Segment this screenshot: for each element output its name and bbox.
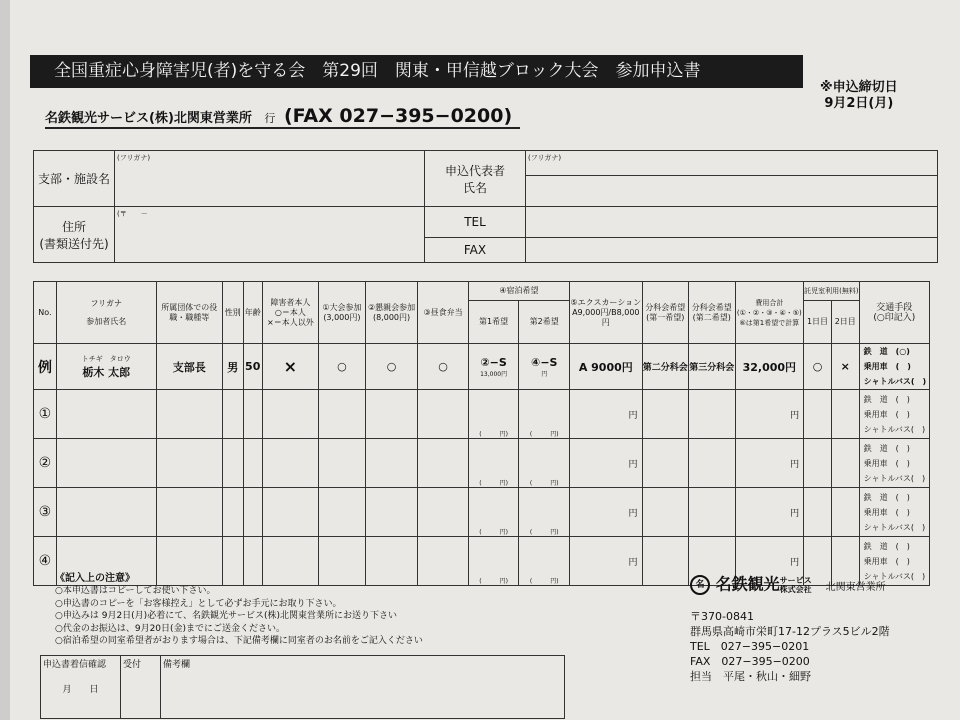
row-disabled[interactable]	[262, 390, 318, 439]
col-transport: 交通手段 (○印記入)	[859, 282, 929, 344]
row-sub1[interactable]	[642, 390, 688, 439]
tel-label: TEL	[425, 207, 526, 238]
recipient-fax: (FAX 027−395−0200)	[283, 105, 513, 127]
deadline-date: 9月2日(月)	[824, 96, 894, 111]
row-sex[interactable]	[222, 488, 243, 537]
row-convention[interactable]	[319, 488, 366, 537]
example-day2: ×	[831, 344, 859, 390]
participant-row	[34, 439, 930, 488]
participant-table	[33, 281, 930, 586]
row-name[interactable]	[56, 439, 156, 488]
note-item: ○本申込書はコピーしてお使い下さい。	[55, 586, 216, 597]
row-train: 鉄 道 ( )	[863, 492, 910, 502]
row-train: 鉄 道 ( )	[863, 394, 910, 404]
row-shuttle: シャトルバス( )	[863, 424, 926, 434]
row-car: 乗用車 ( )	[863, 507, 910, 517]
row-age[interactable]	[243, 390, 262, 439]
example-age: 50	[243, 344, 262, 390]
row-sex[interactable]	[222, 439, 243, 488]
col-lodging: ④宿泊希望	[468, 282, 569, 301]
example-sub2: 第三分科会	[689, 344, 735, 390]
row-day1[interactable]	[804, 390, 832, 439]
office-postal: 〒370-0841	[690, 610, 754, 623]
confirm-label: 申込書着信確認	[43, 660, 107, 670]
note-item: ○申込みは 9月2日(月)必着にて、名鉄観光サービス(株)北関東営業所にお送り下さい	[55, 611, 398, 622]
recipient-line	[45, 105, 520, 129]
row-lodging1[interactable]: ( 円)	[468, 390, 519, 439]
example-lodging1	[468, 344, 519, 390]
example-no: 例	[34, 344, 57, 390]
row-lodging2[interactable]: ( 円)	[519, 390, 570, 439]
row-shuttle: シャトルバス( )	[863, 571, 926, 581]
participant-row	[34, 488, 930, 537]
office-address: 群馬県高崎市栄町17-12プラス5ビル2階	[690, 625, 890, 638]
col-convention: ①大会参加 (3,000円)	[319, 282, 366, 344]
fax-label: FAX	[425, 238, 526, 263]
row-lunch[interactable]	[418, 537, 468, 586]
row-party[interactable]	[365, 390, 418, 439]
row-day2[interactable]	[831, 439, 859, 488]
row-day2[interactable]	[831, 390, 859, 439]
office-fax: FAX 027−395−0200	[690, 655, 810, 668]
logo-text: 名鉄観光	[715, 574, 780, 594]
row-lodging1[interactable]: ( 円)	[468, 439, 519, 488]
row-lunch[interactable]	[418, 390, 468, 439]
deadline-note	[820, 80, 898, 112]
example-name	[56, 344, 156, 390]
rep-name-field[interactable]	[526, 176, 938, 207]
rep-label-2: 氏名	[462, 180, 487, 195]
row-shuttle: シャトルバス( )	[863, 522, 926, 532]
row-party[interactable]	[365, 488, 418, 537]
row-lodging1[interactable]: ( 円)	[468, 537, 519, 586]
example-lodging1-price: 13,000円	[480, 370, 508, 378]
col-disabled: 障害者本人 ○＝本人 ×＝本人以外	[262, 282, 318, 344]
rep-furigana[interactable]: (フリガナ)	[526, 151, 938, 176]
row-cost[interactable]: 円	[735, 537, 804, 586]
row-role[interactable]	[156, 488, 222, 537]
col-furigana: フリガナ	[90, 298, 123, 308]
example-cost: 32,000円	[735, 344, 804, 390]
row-car: 乗用車 ( )	[863, 409, 910, 419]
example-lodging2-price: 円	[541, 370, 548, 378]
logo-sub2: 株式会社	[779, 585, 812, 594]
row-sex[interactable]	[222, 390, 243, 439]
row-sub1[interactable]	[642, 537, 688, 586]
row-convention[interactable]	[319, 390, 366, 439]
example-day1: ○	[804, 344, 832, 390]
rep-label	[425, 151, 526, 207]
postal-mark: (〒 －	[117, 210, 148, 218]
row-day2[interactable]	[831, 488, 859, 537]
row-train: 鉄 道 ( )	[863, 541, 910, 551]
example-train: 鉄 道 (○)	[863, 347, 910, 356]
col-lunch: ③昼食弁当	[418, 282, 468, 344]
row-no: ②	[34, 439, 57, 488]
notes-section	[55, 573, 423, 647]
office-use-table	[40, 655, 565, 719]
address-label-2: (書類送付先)	[39, 236, 109, 251]
col-role: 所属団体での役職・職種等	[156, 282, 222, 344]
notes-title: 《記入上の注意》	[55, 573, 135, 584]
recipient-name: 名鉄観光サービス(株)北関東営業所	[45, 111, 252, 126]
example-name-text: 栃木 太郎	[82, 365, 131, 379]
row-no: ①	[34, 390, 57, 439]
branch-field[interactable]	[115, 151, 425, 207]
branch-label: 支部・施設名	[34, 151, 115, 207]
col-daycare: 託児室利用(無料)	[804, 282, 859, 301]
address-label	[34, 207, 115, 263]
row-no: ③	[34, 488, 57, 537]
receipt-cell[interactable]: 受付	[121, 656, 161, 719]
col-name	[56, 282, 156, 344]
row-excursion[interactable]: 円	[570, 488, 643, 537]
col-age: 年齢	[243, 282, 262, 344]
participant-row	[34, 390, 930, 439]
remarks-cell[interactable]: 備考欄	[161, 656, 565, 719]
example-lodging1-room: ②−S	[480, 355, 507, 369]
row-sub2[interactable]	[689, 439, 735, 488]
row-transport[interactable]	[859, 439, 929, 488]
row-disabled[interactable]	[262, 439, 318, 488]
col-lodging-1: 第1希望	[468, 301, 519, 344]
col-cost: 費用合計 (①・②・③・④・⑤) ⑥は第1希望で計算	[735, 282, 804, 344]
row-transport[interactable]	[859, 390, 929, 439]
row-age[interactable]	[243, 439, 262, 488]
deadline-label: ※申込締切日	[820, 80, 898, 95]
form-title: 全国重症心身障害児(者)を守る会 第29回 関東・甲信越ブロック大会 参加申込書	[30, 55, 803, 88]
example-excursion: A 9000円	[570, 344, 643, 390]
row-role[interactable]	[156, 439, 222, 488]
address-label-1: 住所	[61, 219, 86, 234]
example-lodging2	[519, 344, 570, 390]
row-lodging2[interactable]: ( 円)	[519, 439, 570, 488]
row-lodging1[interactable]: ( 円)	[468, 488, 519, 537]
logo-sub1: サービス	[779, 576, 812, 585]
tel-field[interactable]	[526, 207, 938, 238]
row-sub2[interactable]	[689, 488, 735, 537]
row-shuttle: シャトルバス( )	[863, 473, 926, 483]
row-no: ④	[34, 537, 57, 586]
row-cost[interactable]: 円	[735, 390, 804, 439]
office-branch: 北関東営業所	[825, 581, 886, 593]
col-day1: 1日目	[804, 301, 832, 344]
row-train: 鉄 道 ( )	[863, 443, 910, 453]
applicant-info-table	[33, 150, 938, 263]
office-staff: 担当 平尾・秋山・細野	[690, 670, 811, 683]
row-excursion[interactable]: 円	[570, 537, 643, 586]
row-sub1[interactable]	[642, 439, 688, 488]
row-name[interactable]	[56, 390, 156, 439]
branch-furigana: (フリガナ)	[117, 154, 151, 162]
row-lodging2[interactable]: ( 円)	[519, 488, 570, 537]
example-transport	[859, 344, 929, 390]
col-excursion: ⑤エクスカーション A9,000円/B8,000円	[570, 282, 643, 344]
logo-mark-icon: 名	[690, 575, 710, 595]
company-logo	[690, 575, 890, 595]
row-role[interactable]	[156, 390, 222, 439]
row-disabled[interactable]	[262, 488, 318, 537]
logo-sub	[780, 576, 812, 594]
example-disabled: ×	[262, 344, 318, 390]
row-excursion[interactable]: 円	[570, 439, 643, 488]
col-sub2: 分科会希望 (第二希望)	[689, 282, 735, 344]
row-lodging2[interactable]: ( 円)	[519, 537, 570, 586]
row-name[interactable]	[56, 488, 156, 537]
note-item: ○代金のお振込は、9月20日(金)までにご送金ください。	[55, 623, 286, 634]
note-item: ○宿泊希望の同室希望者がおります場合は、下記備考欄に同室者のお名前をご記入ください	[55, 636, 423, 647]
col-sex: 性別	[222, 282, 243, 344]
example-car: 乗用車 ( )	[863, 362, 911, 371]
example-party: ○	[365, 344, 418, 390]
row-party[interactable]	[365, 439, 418, 488]
row-cost[interactable]: 円	[735, 488, 804, 537]
fax-field[interactable]	[526, 238, 938, 263]
rep-label-1: 申込代表者	[444, 163, 505, 178]
col-lodging-2: 第2希望	[519, 301, 570, 344]
address-field[interactable]	[115, 207, 425, 263]
col-party: ②懇親会参加 (8,000円)	[365, 282, 418, 344]
col-no: No.	[34, 282, 57, 344]
example-shuttle: シャトルバス( )	[863, 377, 927, 386]
confirm-cell[interactable]	[41, 656, 121, 719]
row-lunch[interactable]	[418, 439, 468, 488]
row-excursion[interactable]: 円	[570, 390, 643, 439]
example-lunch: ○	[418, 344, 468, 390]
example-furigana: トチギ タロウ	[81, 354, 131, 363]
note-item: ○申込書のコピーを「お客様控え」として必ずお手元にお取り下さい。	[55, 598, 342, 609]
row-sub1[interactable]	[642, 488, 688, 537]
office-info	[690, 575, 890, 684]
confirm-date: 月 日	[62, 685, 99, 695]
row-cost[interactable]: 円	[735, 439, 804, 488]
col-name-label: 参加者氏名	[86, 316, 127, 326]
row-lunch[interactable]	[418, 488, 468, 537]
example-sex: 男	[222, 344, 243, 390]
recipient-suffix: 行	[264, 112, 276, 125]
row-sub2[interactable]	[689, 390, 735, 439]
row-car: 乗用車 ( )	[863, 556, 910, 566]
row-transport[interactable]	[859, 488, 929, 537]
example-convention: ○	[319, 344, 366, 390]
example-sub1: 第二分科会	[642, 344, 688, 390]
col-day2: 2日目	[831, 301, 859, 344]
example-lodging2-room: ④−S	[531, 355, 558, 369]
row-age[interactable]	[243, 488, 262, 537]
office-tel: TEL 027−395−0201	[690, 640, 810, 653]
row-day1[interactable]	[804, 439, 832, 488]
example-role: 支部長	[156, 344, 222, 390]
row-car: 乗用車 ( )	[863, 458, 910, 468]
row-convention[interactable]	[319, 439, 366, 488]
row-day1[interactable]	[804, 488, 832, 537]
col-sub1: 分科会希望 (第一希望)	[642, 282, 688, 344]
example-row	[34, 344, 930, 390]
